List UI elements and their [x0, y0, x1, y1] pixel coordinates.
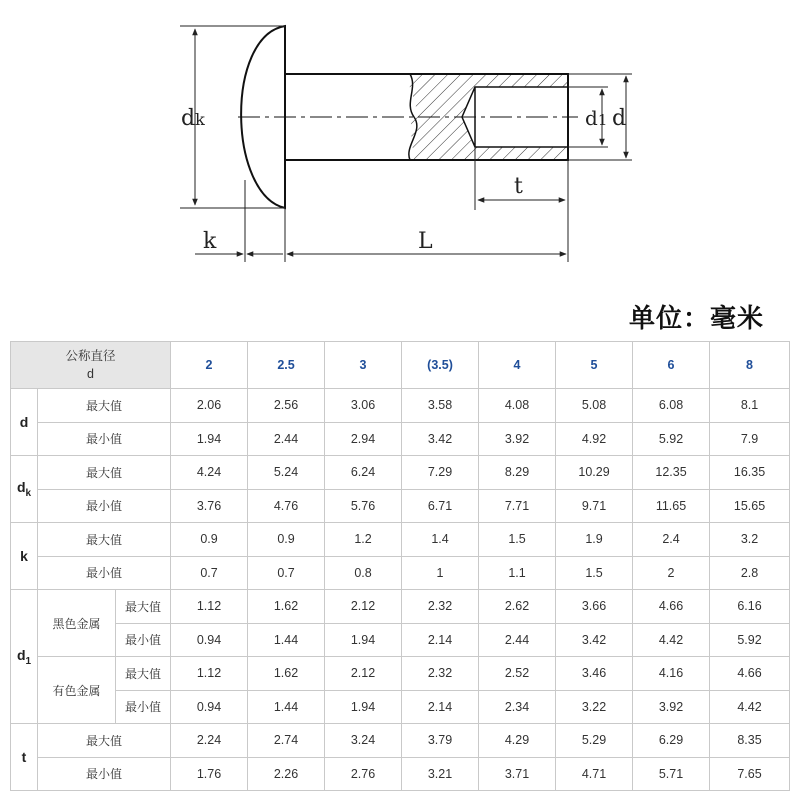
value-cell: 7.9: [710, 422, 790, 456]
table-row: [11, 456, 790, 490]
param-k: k: [11, 523, 38, 590]
value-cell: 4.76: [248, 489, 325, 523]
header-size-cell: 5: [556, 342, 633, 389]
table-row: [11, 690, 790, 724]
value-cell: 4.66: [633, 590, 710, 624]
value-cell: 3.21: [402, 757, 479, 791]
value-cell: 5.08: [556, 389, 633, 423]
value-cell: 2.26: [248, 757, 325, 791]
param-d1: $d_1$: [11, 590, 38, 724]
value-cell: 3.71: [479, 757, 556, 791]
value-cell: 0.7: [171, 556, 248, 590]
value-cell: 4.42: [633, 623, 710, 657]
value-cell: 1.2: [325, 523, 402, 557]
rivet-bore: [462, 87, 568, 147]
value-cell: 5.29: [556, 724, 633, 758]
value-cell: 0.9: [248, 523, 325, 557]
value-cell: 2.44: [479, 623, 556, 657]
value-cell: 0.9: [171, 523, 248, 557]
value-cell: 2.44: [248, 422, 325, 456]
value-cell: 5.76: [325, 489, 402, 523]
value-cell: 1.94: [325, 623, 402, 657]
row-label-min: 最小值: [38, 489, 171, 523]
value-cell: 0.8: [325, 556, 402, 590]
material-nonferrous: 有色金属: [38, 657, 116, 724]
table-row: [11, 657, 790, 691]
row-label-max: 最大值: [38, 456, 171, 490]
value-cell: 2.12: [325, 590, 402, 624]
table-row: [11, 757, 790, 791]
value-cell: 4.29: [479, 724, 556, 758]
value-cell: 1.1: [479, 556, 556, 590]
value-cell: 4.92: [556, 422, 633, 456]
value-cell: 7.65: [710, 757, 790, 791]
value-cell: 2.06: [171, 389, 248, 423]
value-cell: 2.34: [479, 690, 556, 724]
value-cell: 11.65: [633, 489, 710, 523]
value-cell: 5.92: [633, 422, 710, 456]
label-d: d: [612, 106, 627, 131]
value-cell: 2.14: [402, 690, 479, 724]
value-cell: 7.29: [402, 456, 479, 490]
value-cell: 2.56: [248, 389, 325, 423]
value-cell: 6.16: [710, 590, 790, 624]
value-cell: 3.76: [171, 489, 248, 523]
header-size-cell: (3.5): [402, 342, 479, 389]
row-label-max: 最大值: [38, 724, 171, 758]
value-cell: 4.24: [171, 456, 248, 490]
table-row: [11, 623, 790, 657]
table-row: [11, 724, 790, 758]
header-size-cell: 6: [633, 342, 710, 389]
value-cell: 1.76: [171, 757, 248, 791]
value-cell: 2.8: [710, 556, 790, 590]
value-cell: 3.66: [556, 590, 633, 624]
value-cell: 7.71: [479, 489, 556, 523]
value-cell: 4.66: [710, 657, 790, 691]
value-cell: 1.12: [171, 657, 248, 691]
table-row: [11, 556, 790, 590]
value-cell: 0.94: [171, 623, 248, 657]
row-label-max: 最大值: [116, 657, 171, 691]
value-cell: 1.94: [325, 690, 402, 724]
value-cell: 1.4: [402, 523, 479, 557]
header-size-cell: 8: [710, 342, 790, 389]
value-cell: 8.35: [710, 724, 790, 758]
header-label-line1: 公称直径: [65, 349, 116, 363]
unit-label: 单位：毫米: [628, 304, 764, 334]
value-cell: 4.71: [556, 757, 633, 791]
header-size-cell: 3: [325, 342, 402, 389]
value-cell: 0.7: [248, 556, 325, 590]
param-dk: $d_k$: [11, 456, 38, 523]
param-dk-subscript: k: [25, 487, 32, 499]
row-label-max: 最大值: [38, 523, 171, 557]
value-cell: 2.12: [325, 657, 402, 691]
label-L: L: [418, 229, 433, 254]
value-cell: 3.22: [556, 690, 633, 724]
value-cell: 3.46: [556, 657, 633, 691]
value-cell: 3.79: [402, 724, 479, 758]
value-cell: 5.71: [633, 757, 710, 791]
value-cell: 1.44: [248, 623, 325, 657]
row-label-max: 最大值: [38, 389, 171, 423]
value-cell: 1.62: [248, 590, 325, 624]
rivet-drawing: [0, 0, 800, 300]
value-cell: 4.08: [479, 389, 556, 423]
value-cell: 3.58: [402, 389, 479, 423]
param-t: t: [11, 724, 38, 791]
value-cell: 0.94: [171, 690, 248, 724]
table-body: [11, 342, 790, 791]
value-cell: 1.12: [171, 590, 248, 624]
value-cell: 1.62: [248, 657, 325, 691]
value-cell: 3.06: [325, 389, 402, 423]
header-size-cell: 2.5: [248, 342, 325, 389]
table-row: [11, 422, 790, 456]
row-label-max: 最大值: [116, 590, 171, 624]
value-cell: 1.9: [556, 523, 633, 557]
value-cell: 5.24: [248, 456, 325, 490]
material-ferrous: 黑色金属: [38, 590, 116, 657]
value-cell: 2.94: [325, 422, 402, 456]
row-label-min: 最小值: [38, 556, 171, 590]
header-size-cell: 2: [171, 342, 248, 389]
value-cell: 9.71: [556, 489, 633, 523]
value-cell: 1.5: [556, 556, 633, 590]
value-cell: 3.42: [402, 422, 479, 456]
table-row: [11, 590, 790, 624]
table-row: [11, 389, 790, 423]
table-header-row: [11, 342, 790, 389]
value-cell: 8.29: [479, 456, 556, 490]
label-d1: d1: [585, 106, 608, 130]
value-cell: 3.42: [556, 623, 633, 657]
row-label-min: 最小值: [38, 757, 171, 791]
row-label-min: 最小值: [38, 422, 171, 456]
value-cell: 1.5: [479, 523, 556, 557]
table-row: [11, 489, 790, 523]
value-cell: 2: [633, 556, 710, 590]
value-cell: 1.94: [171, 422, 248, 456]
header-label-line2: d: [87, 367, 94, 381]
value-cell: 6.29: [633, 724, 710, 758]
value-cell: 10.29: [556, 456, 633, 490]
row-label-min: 最小值: [116, 690, 171, 724]
value-cell: 2.4: [633, 523, 710, 557]
header-label: [11, 342, 171, 389]
row-label-min: 最小值: [116, 623, 171, 657]
spec-table: [10, 341, 790, 791]
header-size-cell: 4: [479, 342, 556, 389]
value-cell: 2.24: [171, 724, 248, 758]
label-k: k: [203, 229, 217, 254]
value-cell: 2.32: [402, 590, 479, 624]
value-cell: 2.74: [248, 724, 325, 758]
label-dk: dk: [181, 106, 205, 131]
value-cell: 2.62: [479, 590, 556, 624]
value-cell: 5.92: [710, 623, 790, 657]
value-cell: 6.08: [633, 389, 710, 423]
value-cell: 8.1: [710, 389, 790, 423]
value-cell: 16.35: [710, 456, 790, 490]
value-cell: 3.2: [710, 523, 790, 557]
value-cell: 1.44: [248, 690, 325, 724]
value-cell: 3.24: [325, 724, 402, 758]
label-t: t: [514, 174, 523, 199]
value-cell: 4.42: [710, 690, 790, 724]
value-cell: 2.76: [325, 757, 402, 791]
param-d: d: [11, 389, 38, 456]
value-cell: 12.35: [633, 456, 710, 490]
value-cell: 2.14: [402, 623, 479, 657]
value-cell: 2.52: [479, 657, 556, 691]
value-cell: 3.92: [633, 690, 710, 724]
value-cell: 15.65: [710, 489, 790, 523]
param-d1-subscript: 1: [25, 655, 32, 667]
value-cell: 2.32: [402, 657, 479, 691]
value-cell: 4.16: [633, 657, 710, 691]
table-row: [11, 523, 790, 557]
value-cell: 3.92: [479, 422, 556, 456]
value-cell: 6.24: [325, 456, 402, 490]
value-cell: 1: [402, 556, 479, 590]
value-cell: 6.71: [402, 489, 479, 523]
